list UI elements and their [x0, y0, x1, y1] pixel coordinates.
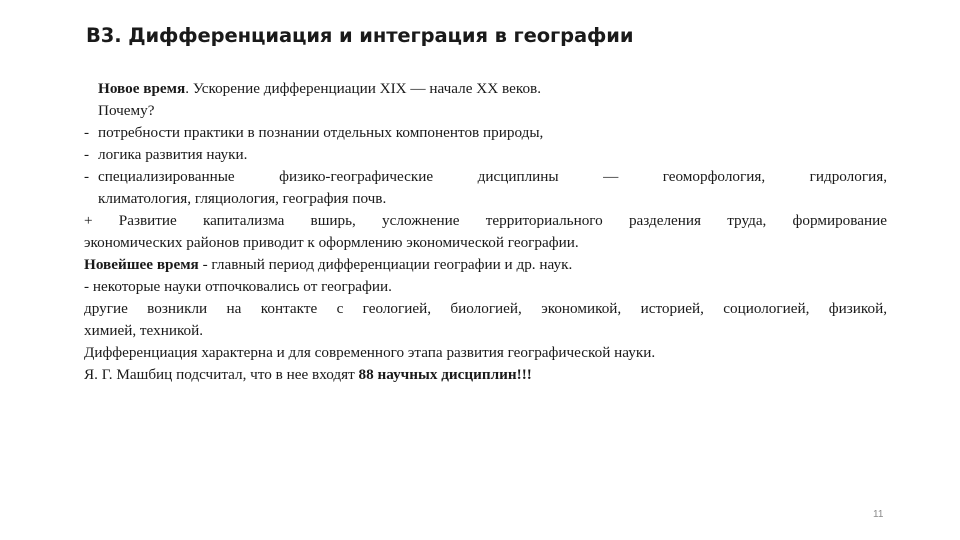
bullet-dash: - [84, 168, 90, 185]
term-newest-time: Новейшее время [84, 256, 199, 273]
bullet-item-practice [84, 122, 887, 144]
paragraph-capitalism-cont: экономических районов приводит к оформлению экономической географии. [84, 234, 579, 251]
bullet-text-practice: потребности практики в познании отдельных компонентов природы, [98, 124, 544, 141]
term-new-time: Новое время [98, 80, 186, 97]
text-line-why: Почему? [98, 102, 155, 119]
bullet-dash: - [84, 146, 90, 163]
paragraph-contact-sciences-cont: химией, техникой. [84, 322, 204, 339]
page-number: 11 [873, 509, 884, 520]
slide-body [84, 78, 887, 386]
text-newest-time-desc: - главный период дифференциации географии и др. наук. [198, 256, 573, 273]
paragraph-capitalism: + Развитие капитализма вширь, усложнение территориального разделения труда, формирование [84, 212, 887, 229]
text-line-mashbits [84, 364, 887, 386]
text-mashbits: Я. Г. Машбиц подсчитал, что в нее входят [84, 366, 359, 383]
paragraph-contact-sciences: другие возникли на контакте с геологией, биологией, экономикой, историей, социологией, физикой, [84, 300, 887, 317]
text-line-newest-time [84, 254, 887, 276]
bullet-text-logic: логика развития науки. [98, 146, 248, 163]
bullet-text-disciplines-cont: климатология, гляциология, география почв. [98, 190, 387, 207]
bullet-dash: - [84, 124, 90, 141]
text-line-budded-off: - некоторые науки отпочковались от географии. [84, 278, 392, 295]
text-line-new-time [84, 78, 887, 100]
text-88-disciplines: 88 научных дисциплин!!! [358, 366, 532, 383]
slide-title: В3. Дифференциация и интеграция в географии [86, 24, 634, 47]
bullet-item-disciplines [84, 166, 887, 210]
bullet-item-logic [84, 144, 887, 166]
text-new-time-desc: . Ускорение дифференциации XIX — начале XX веков. [185, 80, 542, 97]
text-line-differentiation: Дифференциация характерна и для современного этапа развития географической науки. [84, 344, 656, 361]
bullet-text-disciplines: специализированные физико-географические дисциплины — геоморфология, гидрология, [98, 168, 887, 185]
